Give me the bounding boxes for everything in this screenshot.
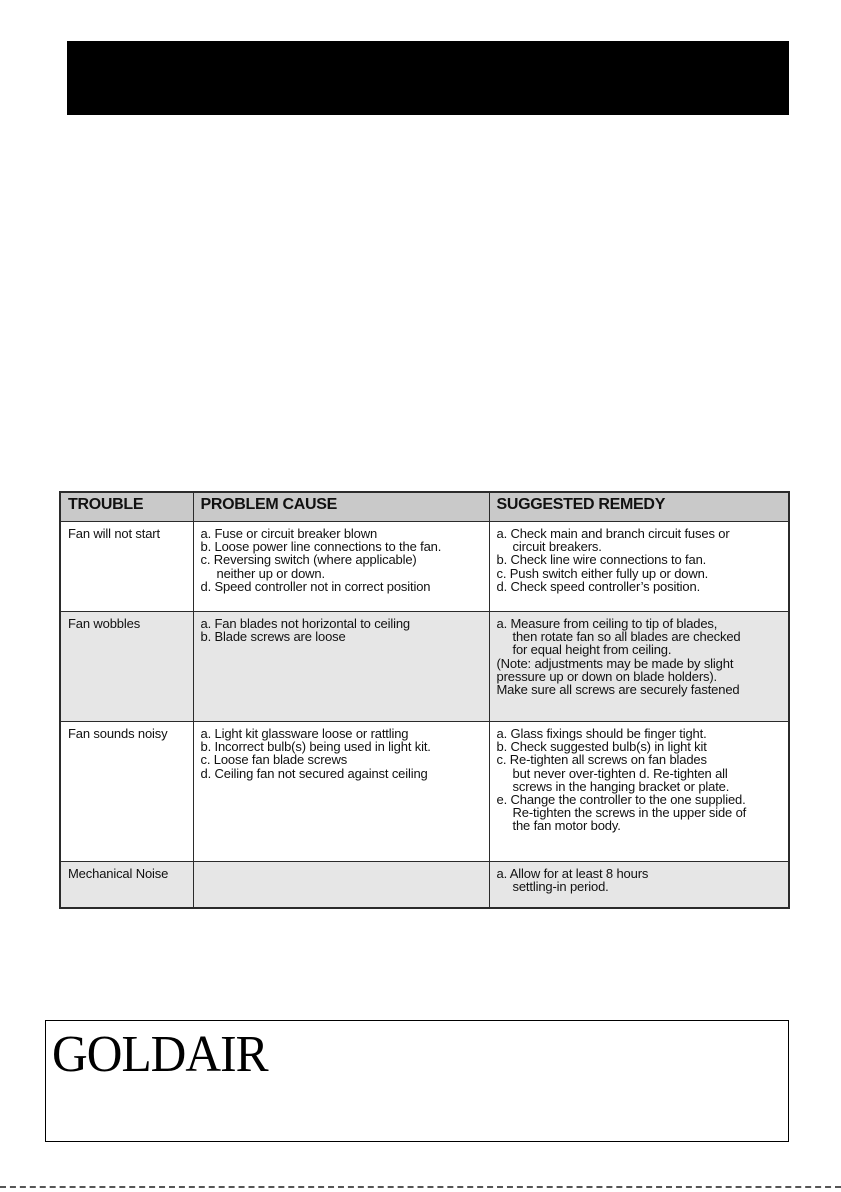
remedy-line: then rotate fan so all blades are checked bbox=[512, 629, 741, 645]
problem-cause-cell bbox=[193, 722, 489, 862]
brand-box bbox=[45, 1020, 789, 1142]
cause-line: d. Speed controller not in correct position bbox=[200, 578, 431, 594]
suggested-remedy-cell bbox=[489, 522, 789, 612]
remedy-line: a. Measure from ceiling to tip of blades, bbox=[496, 616, 718, 631]
suggested-remedy-cell bbox=[489, 612, 789, 722]
trouble-cell: Mechanical Noise bbox=[60, 862, 193, 908]
remedy-line: settling-in period. bbox=[512, 879, 609, 895]
cause-line: a. Fuse or circuit breaker blown bbox=[200, 526, 378, 541]
table-row bbox=[60, 522, 789, 612]
header-problem-cause: PROBLEM CAUSE bbox=[193, 492, 489, 522]
table-row bbox=[60, 722, 789, 862]
remedy-line: Make sure all screws are securely fastened bbox=[496, 682, 740, 698]
header-suggested-remedy: SUGGESTED REMEDY bbox=[489, 492, 789, 522]
cause-line: a. Fan blades not horizontal to ceiling bbox=[200, 616, 411, 631]
remedy-line: c. Push switch either fully up or down. bbox=[496, 565, 709, 581]
remedy-line: the fan motor body. bbox=[512, 818, 621, 834]
remedy-line: circuit breakers. bbox=[512, 539, 602, 555]
table-row bbox=[60, 862, 789, 908]
remedy-line: d. Check speed controller’s position. bbox=[496, 578, 701, 594]
remedy-line: for equal height from ceiling. bbox=[512, 642, 672, 658]
header-bar bbox=[67, 41, 789, 115]
remedy-line: (Note: adjustments may be made by slight bbox=[496, 655, 734, 671]
remedy-line: but never over-tighten d. Re-tighten all bbox=[512, 765, 728, 781]
remedy-line: b. Check line wire connections to fan. bbox=[496, 552, 707, 568]
remedy-line: screws in the hanging bracket or plate. bbox=[512, 778, 730, 794]
cause-line: c. Loose fan blade screws bbox=[200, 752, 348, 768]
cause-line: c. Reversing switch (where applicable) bbox=[200, 552, 417, 568]
goldair-logo: GOLDAIR bbox=[52, 1026, 268, 1083]
cause-line: b. Blade screws are loose bbox=[200, 629, 346, 645]
trouble-cell: Fan will not start bbox=[60, 522, 193, 612]
problem-cause-cell bbox=[193, 522, 489, 612]
remedy-line: b. Check suggested bulb(s) in light kit bbox=[496, 739, 707, 755]
problem-cause-cell bbox=[193, 612, 489, 722]
remedy-line: Re-tighten the screws in the upper side of bbox=[512, 805, 747, 821]
trouble-cell: Fan sounds noisy bbox=[60, 722, 193, 862]
cause-line: neither up or down. bbox=[216, 565, 325, 581]
table-header-row bbox=[60, 492, 789, 522]
cause-line: d. Ceiling fan not secured against ceiling bbox=[200, 765, 428, 781]
cause-line: a. Light kit glassware loose or rattling bbox=[200, 726, 409, 741]
remedy-line: a. Allow for at least 8 hours bbox=[496, 866, 649, 881]
troubleshooting-table bbox=[59, 491, 790, 909]
table-row bbox=[60, 612, 789, 722]
remedy-line: a. Check main and branch circuit fuses or bbox=[496, 526, 730, 541]
trouble-cell: Fan wobbles bbox=[60, 612, 193, 722]
suggested-remedy-cell bbox=[489, 722, 789, 862]
cause-line: b. Incorrect bulb(s) being used in light kit. bbox=[200, 739, 431, 755]
header-trouble: TROUBLE bbox=[60, 492, 193, 522]
page-edge-divider bbox=[0, 1186, 841, 1188]
suggested-remedy-cell bbox=[489, 862, 789, 908]
problem-cause-cell bbox=[193, 862, 489, 908]
remedy-line: a. Glass fixings should be finger tight. bbox=[496, 726, 707, 741]
cause-line: b. Loose power line connections to the fan. bbox=[200, 539, 442, 555]
remedy-line: e. Change the controller to the one supplied. bbox=[496, 792, 746, 808]
remedy-line: pressure up or down on blade holders). bbox=[496, 668, 717, 684]
remedy-line: c. Re-tighten all screws on fan blades bbox=[496, 752, 707, 768]
